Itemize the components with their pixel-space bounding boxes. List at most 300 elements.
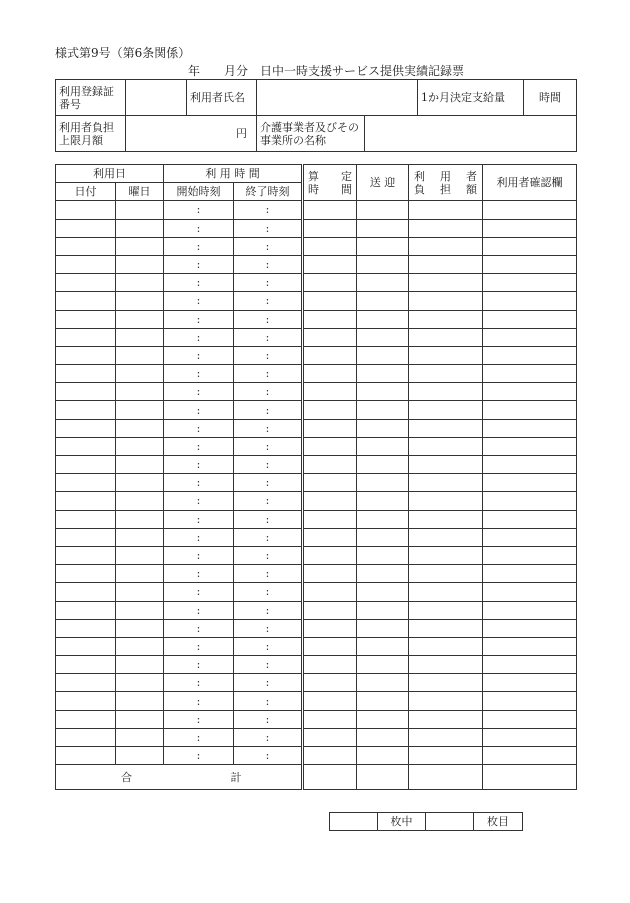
calc-time-cell[interactable]	[303, 692, 357, 710]
weekday-cell[interactable]	[116, 274, 164, 292]
yen-unit: 円	[236, 127, 247, 140]
monthly-amount-unit: 時間	[539, 91, 561, 104]
confirm-cell[interactable]	[483, 656, 577, 674]
calc-time-cell[interactable]	[303, 456, 357, 474]
date-cell[interactable]	[56, 492, 116, 510]
date-cell[interactable]	[56, 565, 116, 583]
start-time-cell[interactable]: :	[164, 510, 234, 528]
transport-cell[interactable]	[357, 328, 409, 346]
table-row	[56, 747, 577, 765]
burden-cell[interactable]	[409, 219, 483, 237]
table-row	[56, 510, 577, 528]
calc-time-cell[interactable]	[303, 510, 357, 528]
table-row	[56, 546, 577, 564]
burden-limit-field[interactable]	[126, 116, 257, 152]
date-cell[interactable]	[56, 637, 116, 655]
weekday-cell[interactable]	[116, 346, 164, 364]
burden-cell[interactable]	[409, 383, 483, 401]
burden-limit-label: 利用者負担上限月額	[56, 116, 126, 152]
date-cell[interactable]	[56, 528, 116, 546]
date-cell[interactable]	[56, 274, 116, 292]
start-time-cell[interactable]: :	[164, 637, 234, 655]
confirm-cell[interactable]	[483, 528, 577, 546]
burden-cell[interactable]	[409, 565, 483, 583]
confirm-cell[interactable]	[483, 219, 577, 237]
user-name-label: 利用者氏名	[187, 80, 257, 116]
end-time-cell[interactable]: :	[234, 674, 303, 692]
confirm-cell[interactable]	[483, 565, 577, 583]
total-sheets-label: 枚中	[378, 813, 426, 831]
end-time-cell[interactable]: :	[234, 492, 303, 510]
weekday-cell[interactable]	[116, 747, 164, 765]
date-cell[interactable]	[56, 255, 116, 273]
date-cell[interactable]	[56, 728, 116, 746]
end-time-cell[interactable]: :	[234, 637, 303, 655]
transport-cell[interactable]	[357, 565, 409, 583]
burden-cell[interactable]	[409, 510, 483, 528]
confirm-cell[interactable]	[483, 510, 577, 528]
transport-cell[interactable]	[357, 546, 409, 564]
confirm-cell[interactable]	[483, 365, 577, 383]
end-time-cell[interactable]: :	[234, 510, 303, 528]
date-cell[interactable]	[56, 747, 116, 765]
transport-cell[interactable]	[357, 310, 409, 328]
end-time-cell[interactable]: :	[234, 219, 303, 237]
confirm-cell[interactable]	[483, 474, 577, 492]
table-row	[56, 492, 577, 510]
start-time-cell[interactable]: :	[164, 419, 234, 437]
transport-cell[interactable]	[357, 492, 409, 510]
end-time-cell[interactable]: :	[234, 255, 303, 273]
burden-cell[interactable]	[409, 456, 483, 474]
start-time-cell[interactable]: :	[164, 383, 234, 401]
table-row	[56, 565, 577, 583]
calc-time-cell[interactable]	[303, 401, 357, 419]
confirm-cell[interactable]	[483, 292, 577, 310]
weekday-cell[interactable]	[116, 637, 164, 655]
start-time-cell[interactable]: :	[164, 601, 234, 619]
transport-cell[interactable]	[357, 383, 409, 401]
burden-cell[interactable]	[409, 546, 483, 564]
table-row	[56, 728, 577, 746]
weekday-cell[interactable]	[116, 583, 164, 601]
date-cell[interactable]	[56, 601, 116, 619]
start-time-cell[interactable]: :	[164, 310, 234, 328]
weekday-cell[interactable]	[116, 474, 164, 492]
date-cell[interactable]	[56, 583, 116, 601]
confirm-cell[interactable]	[483, 274, 577, 292]
weekday-cell[interactable]	[116, 546, 164, 564]
end-time-cell[interactable]: :	[234, 419, 303, 437]
weekday-cell[interactable]	[116, 310, 164, 328]
table-row	[56, 255, 577, 273]
start-time-cell[interactable]: :	[164, 619, 234, 637]
date-cell[interactable]	[56, 619, 116, 637]
calc-time-cell[interactable]	[303, 219, 357, 237]
weekday-cell[interactable]	[116, 510, 164, 528]
table-row	[56, 310, 577, 328]
weekday-cell[interactable]	[116, 255, 164, 273]
burden-cell[interactable]	[409, 692, 483, 710]
calc-time-cell[interactable]	[303, 201, 357, 219]
burden-cell[interactable]	[409, 310, 483, 328]
date-cell[interactable]	[56, 674, 116, 692]
start-time-cell[interactable]: :	[164, 401, 234, 419]
start-time-cell[interactable]: :	[164, 728, 234, 746]
confirm-cell[interactable]	[483, 710, 577, 728]
burden-cell[interactable]	[409, 656, 483, 674]
calc-time-cell[interactable]	[303, 474, 357, 492]
end-time-cell[interactable]: :	[234, 692, 303, 710]
confirm-cell[interactable]	[483, 728, 577, 746]
end-time-cell[interactable]: :	[234, 292, 303, 310]
monthly-amount-label: 1か月決定支給量	[418, 80, 524, 115]
end-time-cell[interactable]: :	[234, 365, 303, 383]
use-time-header: 利 用 時 間	[164, 165, 303, 183]
reg-no-label: 利用登録証番号	[56, 80, 126, 116]
end-time-cell[interactable]: :	[234, 201, 303, 219]
transport-cell[interactable]	[357, 637, 409, 655]
burden-cell[interactable]	[409, 437, 483, 455]
weekday-cell[interactable]	[116, 692, 164, 710]
table-row	[56, 637, 577, 655]
weekday-cell[interactable]	[116, 219, 164, 237]
confirm-cell[interactable]	[483, 437, 577, 455]
start-time-cell[interactable]: :	[164, 565, 234, 583]
start-time-cell[interactable]: :	[164, 201, 234, 219]
start-time-cell[interactable]: :	[164, 456, 234, 474]
weekday-cell[interactable]	[116, 528, 164, 546]
table-row	[56, 437, 577, 455]
confirm-cell[interactable]	[483, 601, 577, 619]
table-row	[56, 328, 577, 346]
reg-no-field[interactable]	[126, 80, 187, 116]
weekday-cell[interactable]	[116, 710, 164, 728]
table-row	[56, 365, 577, 383]
transport-cell[interactable]	[357, 528, 409, 546]
date-header: 日付	[56, 183, 116, 201]
date-cell[interactable]	[56, 237, 116, 255]
calc-time-cell[interactable]	[303, 565, 357, 583]
date-cell[interactable]	[56, 510, 116, 528]
confirm-cell[interactable]	[483, 419, 577, 437]
transport-cell[interactable]	[357, 674, 409, 692]
date-cell[interactable]	[56, 201, 116, 219]
transport-cell[interactable]	[357, 583, 409, 601]
sheet-no-field[interactable]	[426, 813, 474, 831]
start-time-cell[interactable]: :	[164, 474, 234, 492]
burden-cell[interactable]	[409, 292, 483, 310]
burden-cell[interactable]	[409, 528, 483, 546]
total-transport[interactable]	[357, 765, 409, 790]
burden-cell[interactable]	[409, 328, 483, 346]
burden-cell[interactable]	[409, 747, 483, 765]
start-time-cell[interactable]: :	[164, 546, 234, 564]
date-cell[interactable]	[56, 383, 116, 401]
start-time-cell[interactable]: :	[164, 437, 234, 455]
confirm-cell[interactable]	[483, 401, 577, 419]
transport-cell[interactable]	[357, 365, 409, 383]
start-time-cell[interactable]: :	[164, 255, 234, 273]
date-cell[interactable]	[56, 401, 116, 419]
burden-cell[interactable]	[409, 419, 483, 437]
transport-cell[interactable]	[357, 401, 409, 419]
calc-time-cell[interactable]	[303, 346, 357, 364]
burden-cell[interactable]	[409, 474, 483, 492]
weekday-cell[interactable]	[116, 383, 164, 401]
burden-cell[interactable]	[409, 710, 483, 728]
transport-cell[interactable]	[357, 201, 409, 219]
start-time-cell[interactable]: :	[164, 583, 234, 601]
calc-time-header-2: 時 間	[308, 182, 352, 196]
start-time-cell[interactable]: :	[164, 692, 234, 710]
end-time-cell[interactable]: :	[234, 528, 303, 546]
start-time-cell[interactable]: :	[164, 674, 234, 692]
weekday-cell[interactable]	[116, 419, 164, 437]
table-row	[56, 528, 577, 546]
calc-time-cell[interactable]	[303, 583, 357, 601]
burden-cell[interactable]	[409, 201, 483, 219]
date-cell[interactable]	[56, 474, 116, 492]
form-title: 年 月分 日中一時支援サービス提供実績記録票	[188, 64, 465, 78]
transport-cell[interactable]	[357, 692, 409, 710]
end-time-cell[interactable]: :	[234, 328, 303, 346]
table-row	[56, 674, 577, 692]
burden-cell[interactable]	[409, 237, 483, 255]
burden-cell[interactable]	[409, 601, 483, 619]
weekday-cell[interactable]	[116, 601, 164, 619]
start-time-cell[interactable]: :	[164, 237, 234, 255]
transport-cell[interactable]	[357, 219, 409, 237]
start-time-cell[interactable]: :	[164, 528, 234, 546]
weekday-cell[interactable]	[116, 619, 164, 637]
calc-time-cell[interactable]	[303, 728, 357, 746]
table-row	[56, 474, 577, 492]
calc-time-cell[interactable]	[303, 619, 357, 637]
date-cell[interactable]	[56, 456, 116, 474]
burden-cell[interactable]	[409, 365, 483, 383]
provider-label: 介護事業者及びその事業所の名称	[257, 116, 365, 152]
end-time-cell[interactable]: :	[234, 383, 303, 401]
end-time-cell[interactable]: :	[234, 583, 303, 601]
calc-time-cell[interactable]	[303, 674, 357, 692]
weekday-cell[interactable]	[116, 456, 164, 474]
calc-time-cell[interactable]	[303, 492, 357, 510]
transport-cell[interactable]	[357, 510, 409, 528]
end-time-header: 終了時刻	[234, 183, 303, 201]
total-burden[interactable]	[409, 765, 483, 790]
table-row	[56, 346, 577, 364]
confirm-cell[interactable]	[483, 637, 577, 655]
end-time-cell[interactable]: :	[234, 601, 303, 619]
user-name-field[interactable]	[257, 80, 418, 116]
confirm-cell[interactable]	[483, 674, 577, 692]
calc-time-cell[interactable]	[303, 656, 357, 674]
calc-time-cell[interactable]	[303, 365, 357, 383]
start-time-cell[interactable]: :	[164, 492, 234, 510]
header-table	[55, 79, 577, 152]
start-time-cell[interactable]: :	[164, 710, 234, 728]
end-time-cell[interactable]: :	[234, 619, 303, 637]
confirm-cell[interactable]	[483, 383, 577, 401]
weekday-cell[interactable]	[116, 237, 164, 255]
weekday-cell[interactable]	[116, 292, 164, 310]
weekday-cell[interactable]	[116, 565, 164, 583]
burden-cell[interactable]	[409, 583, 483, 601]
record-rows	[56, 201, 577, 765]
end-time-cell[interactable]: :	[234, 310, 303, 328]
start-time-cell[interactable]: :	[164, 292, 234, 310]
calc-time-cell[interactable]	[303, 255, 357, 273]
confirm-cell[interactable]	[483, 619, 577, 637]
transport-cell[interactable]	[357, 601, 409, 619]
start-time-cell[interactable]: :	[164, 656, 234, 674]
confirm-cell[interactable]	[483, 255, 577, 273]
total-calc-time[interactable]	[303, 765, 357, 790]
end-time-cell[interactable]: :	[234, 474, 303, 492]
calc-time-cell[interactable]	[303, 437, 357, 455]
start-time-cell[interactable]: :	[164, 328, 234, 346]
weekday-cell[interactable]	[116, 728, 164, 746]
calc-time-cell[interactable]	[303, 546, 357, 564]
date-cell[interactable]	[56, 692, 116, 710]
total-sheets-field[interactable]	[330, 813, 378, 831]
transport-cell[interactable]	[357, 346, 409, 364]
date-cell[interactable]	[56, 710, 116, 728]
use-date-header: 利用日	[56, 165, 164, 183]
date-cell[interactable]	[56, 365, 116, 383]
burden-cell[interactable]	[409, 255, 483, 273]
weekday-cell[interactable]	[116, 401, 164, 419]
end-time-cell[interactable]: :	[234, 401, 303, 419]
burden-cell[interactable]	[409, 728, 483, 746]
end-time-cell[interactable]: :	[234, 346, 303, 364]
total-label-right: 計	[230, 770, 242, 784]
burden-header-2: 負 担 額	[414, 182, 477, 196]
start-time-cell[interactable]: :	[164, 346, 234, 364]
confirm-cell[interactable]	[483, 456, 577, 474]
date-cell[interactable]	[56, 219, 116, 237]
confirm-cell[interactable]	[483, 492, 577, 510]
transport-cell[interactable]	[357, 274, 409, 292]
calc-time-cell[interactable]	[303, 528, 357, 546]
calc-time-cell[interactable]	[303, 237, 357, 255]
table-row	[56, 619, 577, 637]
sheet-no-label: 枚目	[474, 813, 523, 831]
confirm-cell[interactable]	[483, 583, 577, 601]
monthly-amount-cell[interactable]	[418, 80, 577, 116]
burden-cell[interactable]	[409, 637, 483, 655]
start-time-cell[interactable]: :	[164, 274, 234, 292]
end-time-cell[interactable]: :	[234, 546, 303, 564]
confirm-cell[interactable]	[483, 546, 577, 564]
date-cell[interactable]	[56, 546, 116, 564]
confirm-cell[interactable]	[483, 747, 577, 765]
transport-cell[interactable]	[357, 728, 409, 746]
weekday-cell[interactable]	[116, 492, 164, 510]
date-cell[interactable]	[56, 437, 116, 455]
end-time-cell[interactable]: :	[234, 437, 303, 455]
transport-cell[interactable]	[357, 292, 409, 310]
burden-cell[interactable]	[409, 346, 483, 364]
confirm-cell[interactable]	[483, 346, 577, 364]
start-time-cell[interactable]: :	[164, 747, 234, 765]
transport-cell[interactable]	[357, 656, 409, 674]
date-cell[interactable]	[56, 346, 116, 364]
page-count-table	[329, 812, 523, 831]
date-cell[interactable]	[56, 292, 116, 310]
burden-cell[interactable]	[409, 401, 483, 419]
start-time-cell[interactable]: :	[164, 365, 234, 383]
end-time-cell[interactable]: :	[234, 710, 303, 728]
end-time-cell[interactable]: :	[234, 274, 303, 292]
transport-cell[interactable]	[357, 710, 409, 728]
weekday-cell[interactable]	[116, 437, 164, 455]
transport-cell[interactable]	[357, 437, 409, 455]
provider-field[interactable]	[365, 116, 577, 152]
weekday-cell[interactable]	[116, 201, 164, 219]
date-cell[interactable]	[56, 419, 116, 437]
calc-time-cell[interactable]	[303, 383, 357, 401]
date-cell[interactable]	[56, 310, 116, 328]
weekday-cell[interactable]	[116, 328, 164, 346]
calc-time-cell[interactable]	[303, 310, 357, 328]
total-label	[56, 765, 303, 790]
end-time-cell[interactable]: :	[234, 747, 303, 765]
burden-cell[interactable]	[409, 492, 483, 510]
burden-cell[interactable]	[409, 674, 483, 692]
calc-time-cell[interactable]	[303, 419, 357, 437]
transport-cell[interactable]	[357, 474, 409, 492]
weekday-cell[interactable]	[116, 365, 164, 383]
transport-cell[interactable]	[357, 456, 409, 474]
calc-time-cell[interactable]	[303, 710, 357, 728]
calc-time-cell[interactable]	[303, 601, 357, 619]
total-confirm[interactable]	[483, 765, 577, 790]
end-time-cell[interactable]: :	[234, 456, 303, 474]
table-row	[56, 710, 577, 728]
start-time-cell[interactable]: :	[164, 219, 234, 237]
weekday-cell[interactable]	[116, 674, 164, 692]
burden-cell[interactable]	[409, 274, 483, 292]
confirm-cell[interactable]	[483, 692, 577, 710]
calc-time-cell[interactable]	[303, 747, 357, 765]
weekday-header: 曜日	[116, 183, 164, 201]
transport-cell[interactable]	[357, 237, 409, 255]
end-time-cell[interactable]: :	[234, 728, 303, 746]
end-time-cell[interactable]: :	[234, 656, 303, 674]
calc-time-cell[interactable]	[303, 292, 357, 310]
confirm-cell[interactable]	[483, 237, 577, 255]
confirm-cell[interactable]	[483, 201, 577, 219]
date-cell[interactable]	[56, 328, 116, 346]
confirm-cell[interactable]	[483, 328, 577, 346]
calc-time-cell[interactable]	[303, 274, 357, 292]
confirm-cell[interactable]	[483, 310, 577, 328]
transport-cell[interactable]	[357, 419, 409, 437]
date-cell[interactable]	[56, 656, 116, 674]
transport-cell[interactable]	[357, 619, 409, 637]
end-time-cell[interactable]: :	[234, 565, 303, 583]
calc-time-cell[interactable]	[303, 328, 357, 346]
transport-cell[interactable]	[357, 747, 409, 765]
calc-time-cell[interactable]	[303, 637, 357, 655]
burden-header-1: 利 用 者	[414, 169, 477, 183]
weekday-cell[interactable]	[116, 656, 164, 674]
end-time-cell[interactable]: :	[234, 237, 303, 255]
transport-cell[interactable]	[357, 255, 409, 273]
burden-cell[interactable]	[409, 619, 483, 637]
